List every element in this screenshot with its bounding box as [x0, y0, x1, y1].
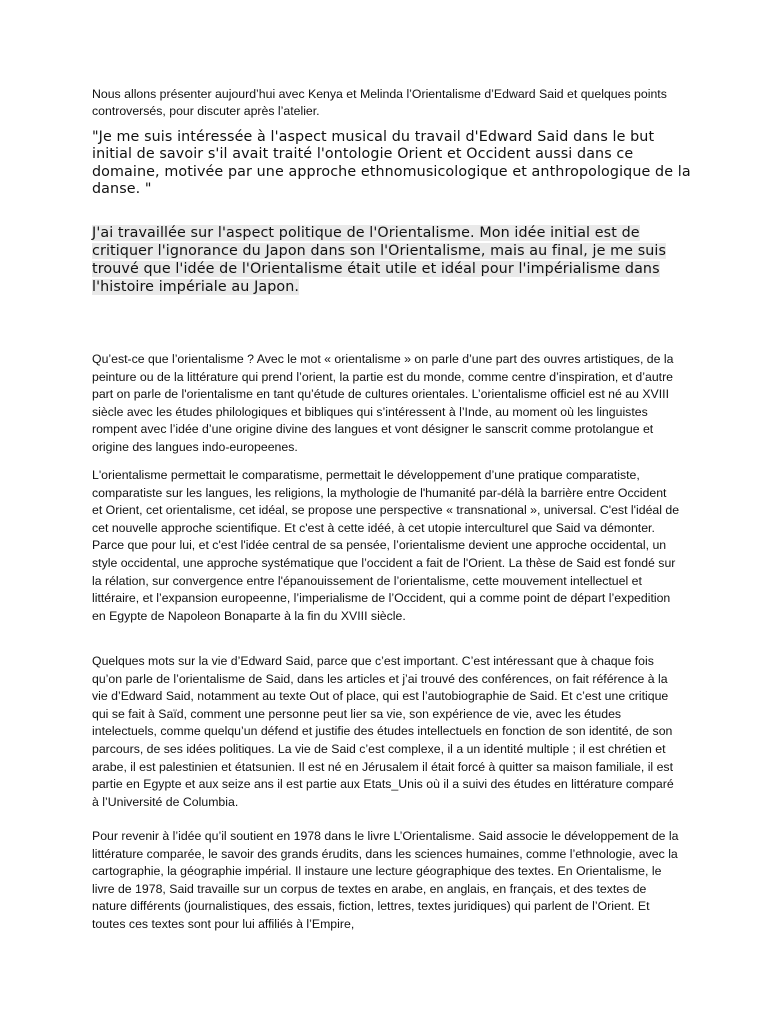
intro-paragraph: Nous allons présenter aujourd’hui avec Kenya et Melinda l’Orientalisme d’Edward Said et quelques points controversés, pour discuter après l’atelier. — [92, 87, 667, 118]
body-paragraph-orientalism-definition: Qu’est-ce que l’orientalisme ? Avec le mot « orientalisme » on parle d’une part des ouvres artistiques, de la peinture ou de la littérature qui prend l’orient, la partie est du monde, comme centre d’inspiration, et d’autre part on parle de l'orientalisme en tant qu’étude de cultures orientales. L’orientalisme officiel est né au XVIII siècle avec les études philologiques et bibliques qui s’intéressent à l’Inde, au moment où les linguistes rompent avec l’idée d’une origine divine des langues et vont désigner le sanscrit comme protolangue et origine des langues indo-europeenes. — [92, 352, 674, 454]
body-paragraph-comparatism: L'orientalisme permettait le comparatisme, permettait le développement d’une pratique comparatiste, comparatiste sur les langues, les religions, la mythologie de l'humanité par-délà la barrière entre Occident et Orient, cet orientalisme, cet idéal, se propose une perspective « transnational », universal. C'est l'idéal de cet nouvelle approche scientifique. Et c'est à cette idéé, à cet utopie interculturel que Said va démonter. Parce que pour lui, et c'est l'idée central de sa pensée, l’orientalisme devient une approche occidental, un style occidental, une approche systématique que l’occident a fait de l'Orient. La thèse de Said est fondé sur la rélation, sur convergence entre l'épanouissement de l’orientalisme, cette mouvement intellectuel et littéraire, et l’expansion europeenne, l’imperialisme de l’Occident, qui a comme point de départ l’expedition en Egypte de Napoleon Bonaparte à la fin du XVIII siècle. — [92, 468, 680, 623]
body-paragraph-said-life: Quelques mots sur la vie d’Edward Said, parce que c’est important. C’est intéressant que à chaque fois qu’on parle de l’orientalisme de Said, dans les articles et j’ai trouvé des conférences, on fait référence à la vie d’Edward Said, notamment au texte Out of place, qui est l’autobiographie de Said. Et c’est une critique qui se fait à Saïd, comment une personne peut lier sa vie, son expérience de vie, avec les études intelectuels, comme quelqu’un défend et justifie des études intellectuels en fonction de son identité, de son parcours, de ses idées politiques. La vie de Said c’est complexe, il a un identité multiple ; il est chrétien et arabe, il est palestinien et étatsunien. Il est né en Jérusalem il était forcé à quitter sa maison familiale, il est partie en Egypte et aux seize ans il est partie aux Etats_Unis où il a suivi des études en littérature comparé à l’Université de Columbia. — [92, 654, 674, 809]
quote-paragraph: "Je me suis intéressée à l'aspect musical du travail d'Edward Said dans le but initial de savoir s'il avait traité l'ontologie Orient et Occident aussi dans ce domaine, motivée par une approche ethnomusicologique et anthropologique de la danse. " — [92, 129, 691, 197]
highlighted-text: J'ai travaillée sur l'aspect politique de l'Orientalisme. Mon idée initial est de critiquer l'ignorance du Japon dans son l'Orientalisme, mais au final, je me suis trouvé que l'idée de l'Orientalisme était utile et idéal pour l'impérialisme dans l'histoire impériale au Japon. — [92, 225, 667, 295]
political-aspect-paragraph — [92, 224, 692, 296]
body-paragraph-1978-thesis: Pour revenir à l’idée qu’il soutient en 1978 dans le livre L’Orientalisme. Said associe le développement de la littérature comparée, le savoir des grands érudits, dans les sciences humaines, comme l’ethnologie, avec la cartographie, la géographie impérial. Il instaure une lecture géographique des textes. En Orientalisme, le livre de 1978, Said travaille sur un corpus de textes en arabe, en anglais, en français, et des textes de nature différents (journalistiques, des essais, fiction, lettres, textes juridiques) qui parlent de l’Orient. Et toutes ces textes sont pour lui affiliés à l’Empire, — [92, 829, 679, 931]
